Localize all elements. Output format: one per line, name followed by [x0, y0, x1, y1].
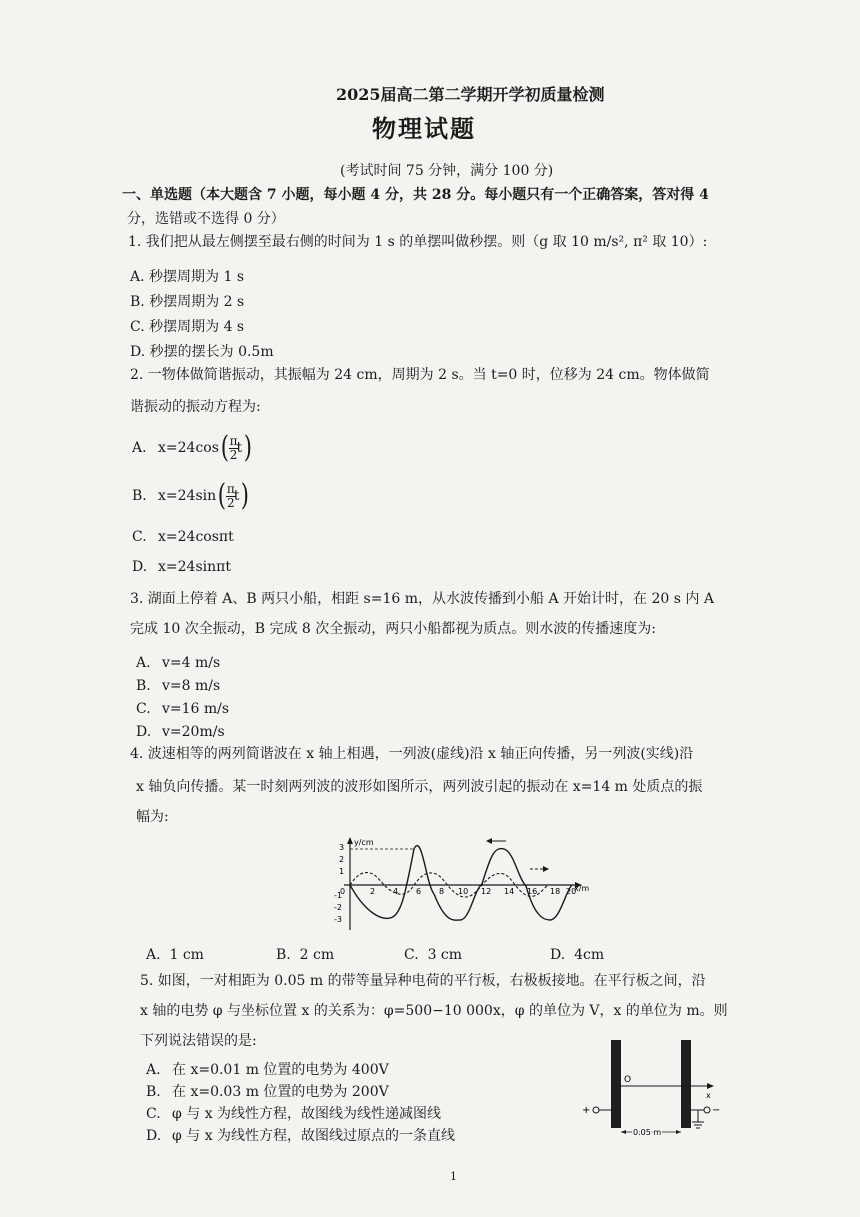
option-expression: x=24cos — [158, 440, 219, 456]
ground-icon — [691, 1105, 720, 1128]
q3-stem-line2: 完成 10 次全振动，B 完成 8 次全振动，两只小船都视为质点。则水波的传播速度为: — [130, 621, 656, 637]
q5-option-b — [146, 1083, 389, 1101]
x-tick-2: 2 — [370, 887, 376, 896]
origin-label: 0 — [340, 887, 346, 896]
paren-close: ) — [241, 478, 250, 513]
fraction-variable: t — [233, 488, 240, 504]
q2-option-c — [132, 528, 234, 546]
option-text: φ 与 x 为线性方程，故图线过原点的一条直线 — [172, 1128, 456, 1144]
q1-option-b: B. 秒摆周期为 2 s — [130, 294, 245, 310]
x-tick-20: 20 — [566, 887, 577, 896]
x-tick-14: 14 — [504, 887, 515, 896]
option-label: B. — [146, 1084, 161, 1100]
option-label: B. — [276, 947, 291, 963]
paren-close: ) — [243, 430, 253, 465]
x-tick-10: 10 — [458, 887, 469, 896]
option-text: 2 cm — [299, 947, 335, 963]
q5-option-a — [146, 1061, 389, 1079]
q5-capacitor-figure — [578, 1036, 728, 1136]
option-label: D. — [132, 559, 148, 575]
q5-stem-line3: 下列说法错误的是: — [140, 1033, 257, 1049]
option-text: 3 cm — [427, 947, 463, 963]
q4-stem-line2: x 轴负向传播。某一时刻两列波的波形如图所示，两列波引起的振动在 x=14 m 处质点的振 — [136, 779, 703, 795]
option-label: A. — [146, 1062, 161, 1078]
exam-info: (考试时间 75 分钟，满分 100 分) — [340, 163, 554, 179]
q3-option-a — [136, 654, 220, 672]
page-number: 1 — [450, 1170, 457, 1183]
x-tick-18: 18 — [550, 887, 561, 896]
q1-option-d: D. 秒摆的摆长为 0.5m — [130, 344, 274, 360]
option-text: 1 cm — [169, 947, 204, 963]
x-axis-label: x — [706, 1091, 711, 1100]
option-label: A. — [136, 655, 151, 671]
solid-wave-curve — [350, 846, 572, 921]
q3-stem-line1: 3. 湖面上停着 A、B 两只小船，相距 s=16 m，从水波传播到小船 A 开始计时，在 20 s 内 A — [130, 591, 714, 607]
option-text: v=8 m/s — [162, 678, 221, 694]
option-label: A. — [146, 947, 161, 963]
option-label: A. — [132, 440, 147, 456]
q3-option-b — [136, 677, 220, 695]
x-tick-16: 16 — [527, 887, 538, 896]
exam-title: 2025届高二第二学期开学初质量检测 — [336, 85, 605, 104]
y-tick-3: 3 — [339, 843, 345, 852]
x-tick-4: 4 — [393, 887, 399, 896]
option-label: D. — [550, 947, 566, 963]
option-expression: x=24sinπt — [158, 559, 231, 575]
fraction-denominator: 2 — [229, 447, 238, 462]
q5-option-d — [146, 1127, 455, 1145]
option-expression: x=24cosπt — [158, 529, 234, 545]
y-tick-2: 2 — [339, 855, 345, 864]
y-tick-1: 1 — [339, 867, 345, 876]
option-text: v=20m/s — [162, 724, 225, 740]
option-text: 4cm — [574, 947, 605, 963]
svg-text:+: + — [582, 1105, 591, 1116]
left-plate — [611, 1040, 621, 1128]
q4-stem-line1: 4. 波速相等的两列简谐波在 x 轴上相遇，一列波(虚线)沿 x 轴正向传播，另一列波(实线)沿 — [130, 746, 694, 762]
option-label: D. — [146, 1128, 162, 1144]
q1-stem: 1. 我们把从最左侧摆至最右侧的时间为 1 s 的单摆叫做秒摆。则（g 取 10 m/s², π² 取 10）: — [128, 234, 708, 250]
paren-open: ( — [220, 430, 229, 465]
option-label: B. — [132, 488, 147, 504]
y-tick-neg2: -2 — [334, 903, 342, 912]
left-arrow-icon — [486, 838, 506, 844]
option-label: B. — [136, 678, 151, 694]
q2-option-a — [132, 430, 254, 466]
y-axis-label: y/cm — [354, 838, 374, 847]
option-label: C. — [404, 947, 419, 963]
option-label: D. — [136, 724, 152, 740]
distance-label: 0.05 m — [633, 1128, 662, 1136]
x-axis — [621, 1083, 714, 1089]
q2-stem-line1: 2. 一物体做简谐振动，其振幅为 24 cm，周期为 2 s。当 t=0 时，位移为 24 cm。物体做简 — [130, 367, 710, 383]
section-heading-line1: 一、单选题（本大题含 7 小题，每小题 4 分，共 28 分。每小题只有一个正确答案，答对得 4 — [122, 187, 709, 203]
q5-stem-line1: 5. 如图，一对相距为 0.05 m 的带等量异种电荷的平行板，右极板接地。在平行板之间，沿 — [140, 973, 706, 989]
option-expression: x=24sin — [158, 488, 217, 504]
q4-option-b — [276, 946, 334, 964]
x-axis-label: x/m — [574, 884, 590, 893]
q3-option-d — [136, 723, 225, 741]
x-tick-12: 12 — [481, 887, 492, 896]
subject-title: 物理试题 — [372, 114, 476, 143]
option-text: 在 x=0.03 m 位置的电势为 200V — [172, 1084, 389, 1100]
option-label: C. — [132, 529, 147, 545]
q4-option-d — [550, 946, 604, 964]
y-axis — [347, 837, 353, 930]
fraction-variable: t — [236, 440, 243, 456]
q3-option-c — [136, 700, 229, 718]
origin-label: O — [624, 1075, 632, 1085]
q5-option-c — [146, 1105, 441, 1123]
fraction-denominator: 2 — [226, 495, 235, 510]
x-tick-6: 6 — [416, 887, 422, 896]
svg-text:−: − — [712, 1105, 721, 1116]
positive-terminal-icon — [582, 1105, 611, 1116]
fraction-numerator: π — [226, 481, 235, 496]
q1-option-c: C. 秒摆周期为 4 s — [130, 319, 245, 335]
q5-stem-line2: x 轴的电势 φ 与坐标位置 x 的关系为：φ=500−10 000x，φ 的单位为 V，x 的单位为 m。则 — [140, 1003, 728, 1019]
section-heading-line2: 分，选错或不选得 0 分） — [127, 211, 285, 227]
option-label: C. — [146, 1106, 161, 1122]
right-plate — [681, 1040, 691, 1128]
q2-stem-line2: 谐振动的振动方程为: — [130, 399, 261, 415]
q4-stem-line3: 幅为: — [136, 809, 169, 825]
x-tick-8: 8 — [439, 887, 445, 896]
option-text: φ 与 x 为线性方程，故图线为线性递减图线 — [172, 1106, 442, 1122]
q4-option-a — [146, 946, 204, 964]
q4-option-c — [404, 946, 462, 964]
y-tick-neg3: -3 — [334, 915, 342, 924]
q2-option-d — [132, 558, 231, 576]
fraction-numerator: π — [229, 433, 238, 448]
y-tick-neg1: -1 — [334, 891, 342, 900]
option-text: 在 x=0.01 m 位置的电势为 400V — [172, 1062, 389, 1078]
option-label: C. — [136, 701, 151, 717]
paren-open: ( — [217, 478, 227, 513]
q1-option-a: A. 秒摆周期为 1 s — [130, 269, 245, 285]
q4-wave-figure — [330, 834, 590, 934]
q2-option-b — [132, 478, 251, 514]
right-arrow-icon — [530, 866, 549, 872]
option-text: v=16 m/s — [162, 701, 230, 717]
option-text: v=4 m/s — [162, 655, 221, 671]
